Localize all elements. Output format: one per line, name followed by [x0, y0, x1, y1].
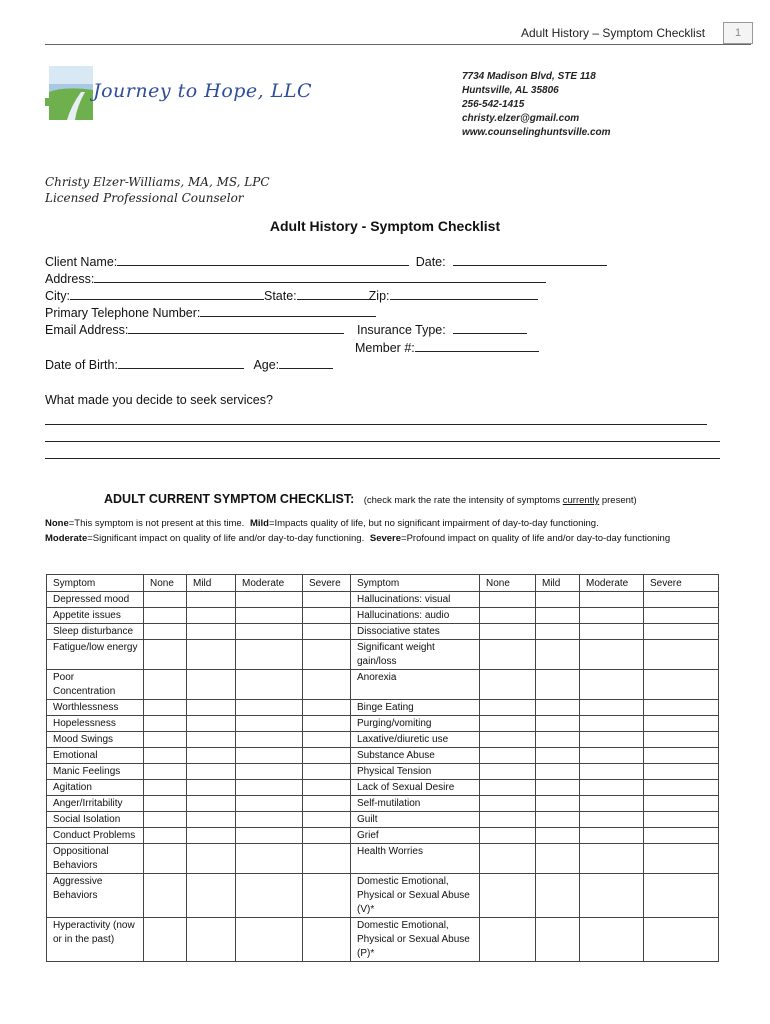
- road-logo-icon: [45, 62, 95, 122]
- table-row: [47, 592, 719, 608]
- rating-cell[interactable]: [144, 732, 187, 748]
- company-logo: [45, 62, 313, 124]
- rating-cell[interactable]: [480, 812, 536, 828]
- rating-cell[interactable]: [536, 812, 580, 828]
- symptom-name: Fatigue/low energy: [47, 640, 144, 670]
- rating-cell[interactable]: [644, 700, 719, 716]
- counselor-title: Licensed Professional Counselor: [45, 191, 244, 205]
- rating-cell[interactable]: [187, 670, 236, 700]
- form-title: Adult History - Symptom Checklist: [269, 218, 501, 234]
- client-name-row: [45, 253, 607, 269]
- rating-cell[interactable]: [187, 918, 236, 962]
- rating-cell[interactable]: [303, 732, 351, 748]
- rating-cell[interactable]: [536, 764, 580, 780]
- rating-cell[interactable]: [644, 780, 719, 796]
- symptom-name: Hallucinations: visual: [351, 592, 480, 608]
- symptom-name: Conduct Problems: [47, 828, 144, 844]
- symptom-name: Laxative/diuretic use: [351, 732, 480, 748]
- rating-cell[interactable]: [144, 796, 187, 812]
- rating-cell[interactable]: [580, 874, 644, 918]
- age-field[interactable]: [279, 356, 333, 369]
- rating-cell[interactable]: [236, 732, 303, 748]
- symptom-name: Aggressive Behaviors: [47, 874, 144, 918]
- rating-cell[interactable]: [480, 874, 536, 918]
- rating-cell[interactable]: [536, 796, 580, 812]
- symptom-name: Binge Eating: [351, 700, 480, 716]
- dob-field[interactable]: [118, 356, 244, 369]
- logo-text: Journey to Hope, LLC: [93, 80, 313, 102]
- rating-cell[interactable]: [144, 716, 187, 732]
- column-header: Mild: [187, 575, 236, 592]
- rating-cell[interactable]: [536, 732, 580, 748]
- phone-row: [45, 304, 376, 320]
- rating-cell[interactable]: [236, 608, 303, 624]
- address-email: christy.elzer@gmail.com: [462, 113, 580, 124]
- date-label: Date:: [415, 255, 446, 269]
- rating-cell[interactable]: [580, 700, 644, 716]
- rating-cell[interactable]: [644, 764, 719, 780]
- rating-cell[interactable]: [303, 716, 351, 732]
- symptom-name: Social Isolation: [47, 812, 144, 828]
- rating-cell[interactable]: [480, 764, 536, 780]
- rating-cell[interactable]: [187, 780, 236, 796]
- rating-cell[interactable]: [480, 670, 536, 700]
- city-row: [45, 287, 538, 303]
- state-label: State:: [264, 289, 297, 303]
- rating-cell[interactable]: [144, 844, 187, 874]
- zip-label: Zip:: [368, 289, 390, 303]
- address-street: 7734 Madison Blvd, STE 118: [462, 71, 596, 82]
- symptom-name: Poor Concentration: [47, 670, 144, 700]
- rating-cell[interactable]: [236, 716, 303, 732]
- table-row: [47, 700, 719, 716]
- rating-cell[interactable]: [144, 748, 187, 764]
- date-field[interactable]: [453, 253, 607, 266]
- symptom-name: Domestic Emotional, Physical or Sexual Abuse (P)*: [351, 918, 480, 962]
- checklist-heading: ADULT CURRENT SYMPTOM CHECKLIST:: [104, 492, 355, 506]
- rating-cell[interactable]: [236, 874, 303, 918]
- table-row: [47, 716, 719, 732]
- rating-cell[interactable]: [580, 918, 644, 962]
- symptom-name: Domestic Emotional, Physical or Sexual Abuse (V)*: [351, 874, 480, 918]
- rating-cell[interactable]: [187, 844, 236, 874]
- rating-cell[interactable]: [580, 624, 644, 640]
- symptom-name: Substance Abuse: [351, 748, 480, 764]
- rating-cell[interactable]: [480, 748, 536, 764]
- rating-cell[interactable]: [644, 874, 719, 918]
- phone-field[interactable]: [200, 304, 376, 317]
- rating-cell[interactable]: [303, 812, 351, 828]
- rating-cell[interactable]: [536, 700, 580, 716]
- city-label: City:: [45, 289, 70, 303]
- rating-cell[interactable]: [480, 624, 536, 640]
- rating-cell[interactable]: [644, 592, 719, 608]
- member-label: Member #:: [355, 341, 415, 355]
- client-name-label: Client Name:: [45, 255, 118, 269]
- symptom-name: Agitation: [47, 780, 144, 796]
- column-header: Symptom: [351, 575, 480, 592]
- rating-cell[interactable]: [236, 796, 303, 812]
- rating-cell[interactable]: [480, 592, 536, 608]
- rating-cell[interactable]: [303, 640, 351, 670]
- state-field[interactable]: [297, 287, 369, 300]
- symptom-name: Health Worries: [351, 844, 480, 874]
- rating-cell[interactable]: [480, 640, 536, 670]
- rating-cell[interactable]: [644, 812, 719, 828]
- seek-services-question: What made you decide to seek services?: [45, 393, 273, 407]
- symptom-name: Depressed mood: [47, 592, 144, 608]
- rating-cell[interactable]: [187, 592, 236, 608]
- rating-cell[interactable]: [580, 796, 644, 812]
- symptom-name: Self-mutilation: [351, 796, 480, 812]
- rating-cell[interactable]: [644, 732, 719, 748]
- member-row: [355, 339, 539, 355]
- severity-legend: None=This symptom is not present at this time. Mild=Impacts quality of life, but no significant impairment of day-to-day functioning. Moderate=Significant impact on quality of life and/or day-to-day functioning. Severe=Profound impact on quality of life and/or day-to-day functioning: [45, 518, 671, 544]
- zip-field[interactable]: [390, 287, 538, 300]
- symptom-name: Guilt: [351, 812, 480, 828]
- column-header: Severe: [644, 575, 719, 592]
- rating-cell[interactable]: [236, 670, 303, 700]
- rating-cell[interactable]: [536, 844, 580, 874]
- rating-cell[interactable]: [236, 764, 303, 780]
- table-row: [47, 670, 719, 700]
- answer-line-3[interactable]: [45, 458, 720, 459]
- rating-cell[interactable]: [144, 828, 187, 844]
- rating-cell[interactable]: [580, 608, 644, 624]
- address-phone: 256-542-1415: [462, 99, 525, 110]
- rating-cell[interactable]: [144, 608, 187, 624]
- address-website: www.counselinghuntsville.com: [462, 127, 611, 138]
- rating-cell[interactable]: [644, 844, 719, 874]
- answer-line-2[interactable]: [45, 441, 720, 442]
- rating-cell[interactable]: [187, 874, 236, 918]
- rating-cell[interactable]: [236, 624, 303, 640]
- dob-row: [45, 356, 333, 372]
- email-field[interactable]: [128, 321, 344, 334]
- rating-cell[interactable]: [480, 716, 536, 732]
- rating-cell[interactable]: [303, 780, 351, 796]
- rating-cell[interactable]: [644, 828, 719, 844]
- rating-cell[interactable]: [536, 918, 580, 962]
- rating-cell[interactable]: [303, 828, 351, 844]
- rating-cell[interactable]: [644, 608, 719, 624]
- rating-cell[interactable]: [580, 670, 644, 700]
- address-row: [45, 270, 546, 286]
- rating-cell[interactable]: [144, 624, 187, 640]
- rating-cell[interactable]: [303, 918, 351, 962]
- symptom-name: Anger/Irritability: [47, 796, 144, 812]
- symptom-name: Sleep disturbance: [47, 624, 144, 640]
- client-name-field[interactable]: [117, 253, 409, 266]
- column-header: None: [144, 575, 187, 592]
- symptom-name: Oppositional Behaviors: [47, 844, 144, 874]
- dob-label: Date of Birth:: [45, 358, 118, 372]
- rating-cell[interactable]: [580, 748, 644, 764]
- column-header: Mild: [536, 575, 580, 592]
- insurance-row: [357, 321, 527, 337]
- rating-cell[interactable]: [644, 640, 719, 670]
- column-header: Severe: [303, 575, 351, 592]
- symptom-name: Dissociative states: [351, 624, 480, 640]
- symptom-name: Purging/vomiting: [351, 716, 480, 732]
- rating-cell[interactable]: [580, 640, 644, 670]
- phone-label: Primary Telephone Number:: [45, 306, 201, 320]
- rating-cell[interactable]: [303, 624, 351, 640]
- checklist-title: [104, 492, 637, 506]
- rating-cell[interactable]: [580, 780, 644, 796]
- header-divider: [45, 44, 751, 45]
- rating-cell[interactable]: [187, 700, 236, 716]
- rating-cell[interactable]: [144, 592, 187, 608]
- table-row: [47, 624, 719, 640]
- column-header: Symptom: [47, 575, 144, 592]
- rating-cell[interactable]: [480, 844, 536, 874]
- column-header: Moderate: [236, 575, 303, 592]
- rating-cell[interactable]: [536, 608, 580, 624]
- rating-cell[interactable]: [580, 716, 644, 732]
- rating-cell[interactable]: [536, 828, 580, 844]
- member-field[interactable]: [415, 339, 539, 352]
- column-header: None: [480, 575, 536, 592]
- rating-cell[interactable]: [187, 716, 236, 732]
- page-number: 1: [723, 22, 753, 44]
- rating-cell[interactable]: [303, 844, 351, 874]
- table-row: [47, 918, 719, 962]
- rating-cell[interactable]: [144, 640, 187, 670]
- rating-cell[interactable]: [187, 812, 236, 828]
- rating-cell[interactable]: [580, 732, 644, 748]
- symptom-name: Manic Feelings: [47, 764, 144, 780]
- rating-cell[interactable]: [144, 780, 187, 796]
- table-row: [47, 796, 719, 812]
- city-field[interactable]: [70, 287, 264, 300]
- counselor-block: [45, 174, 270, 206]
- rating-cell[interactable]: [144, 874, 187, 918]
- email-label: Email Address:: [45, 323, 129, 337]
- address-city: Huntsville, AL 35806: [462, 85, 559, 96]
- table-row: [47, 874, 719, 918]
- rating-cell[interactable]: [536, 624, 580, 640]
- rating-cell[interactable]: [187, 764, 236, 780]
- rating-cell[interactable]: [580, 812, 644, 828]
- rating-cell[interactable]: [236, 828, 303, 844]
- counselor-name: Christy Elzer-Williams, MA, MS, LPC: [45, 175, 270, 189]
- rating-cell[interactable]: [144, 812, 187, 828]
- table-row: [47, 640, 719, 670]
- symptom-name: Emotional: [47, 748, 144, 764]
- rating-cell[interactable]: [480, 700, 536, 716]
- insurance-label: Insurance Type:: [357, 323, 446, 337]
- table-row: [47, 844, 719, 874]
- table-row: [47, 748, 719, 764]
- rating-cell[interactable]: [480, 918, 536, 962]
- rating-cell[interactable]: [236, 780, 303, 796]
- symptom-name: Grief: [351, 828, 480, 844]
- age-label: Age:: [253, 358, 280, 372]
- rating-cell[interactable]: [187, 608, 236, 624]
- rating-cell[interactable]: [236, 748, 303, 764]
- symptom-name: Anorexia: [351, 670, 480, 700]
- table-header-row: [47, 575, 719, 592]
- rating-cell[interactable]: [480, 828, 536, 844]
- rating-cell[interactable]: [644, 624, 719, 640]
- rating-cell[interactable]: [303, 608, 351, 624]
- rating-cell[interactable]: [536, 716, 580, 732]
- rating-cell[interactable]: [644, 748, 719, 764]
- rating-cell[interactable]: [644, 918, 719, 962]
- address-label: Address:: [45, 272, 95, 286]
- rating-cell[interactable]: [536, 874, 580, 918]
- rating-cell[interactable]: [187, 748, 236, 764]
- symptom-name: Hallucinations: audio: [351, 608, 480, 624]
- rating-cell[interactable]: [480, 780, 536, 796]
- rating-cell[interactable]: [536, 592, 580, 608]
- rating-cell[interactable]: [580, 828, 644, 844]
- address-field[interactable]: [94, 270, 546, 283]
- rating-cell[interactable]: [187, 624, 236, 640]
- rating-cell[interactable]: [144, 670, 187, 700]
- rating-cell[interactable]: [144, 700, 187, 716]
- rating-cell[interactable]: [536, 640, 580, 670]
- rating-cell[interactable]: [236, 640, 303, 670]
- rating-cell[interactable]: [187, 732, 236, 748]
- rating-cell[interactable]: [236, 592, 303, 608]
- rating-cell[interactable]: [187, 796, 236, 812]
- rating-cell[interactable]: [187, 640, 236, 670]
- insurance-field[interactable]: [453, 321, 527, 334]
- rating-cell[interactable]: [580, 844, 644, 874]
- column-header: Moderate: [580, 575, 644, 592]
- rating-cell[interactable]: [303, 670, 351, 700]
- rating-cell[interactable]: [236, 700, 303, 716]
- rating-cell[interactable]: [303, 592, 351, 608]
- table-row: [47, 828, 719, 844]
- rating-cell[interactable]: [644, 796, 719, 812]
- symptom-name: Physical Tension: [351, 764, 480, 780]
- rating-cell[interactable]: [303, 796, 351, 812]
- table-row: [47, 608, 719, 624]
- rating-cell[interactable]: [580, 764, 644, 780]
- symptom-name: Significant weight gain/loss: [351, 640, 480, 670]
- answer-line-1[interactable]: [45, 424, 707, 425]
- symptom-name: Appetite issues: [47, 608, 144, 624]
- rating-cell[interactable]: [536, 748, 580, 764]
- table-row: [47, 732, 719, 748]
- rating-cell[interactable]: [303, 874, 351, 918]
- rating-cell[interactable]: [144, 918, 187, 962]
- symptom-checklist-table: [46, 574, 719, 962]
- rating-cell[interactable]: [187, 828, 236, 844]
- table-row: [47, 764, 719, 780]
- rating-cell[interactable]: [480, 796, 536, 812]
- rating-cell[interactable]: [236, 918, 303, 962]
- rating-cell[interactable]: [144, 764, 187, 780]
- symptom-name: Mood Swings: [47, 732, 144, 748]
- symptom-name: Lack of Sexual Desire: [351, 780, 480, 796]
- rating-cell[interactable]: [644, 670, 719, 700]
- symptom-name: Hopelessness: [47, 716, 144, 732]
- rating-cell[interactable]: [580, 592, 644, 608]
- symptom-name: Worthlessness: [47, 700, 144, 716]
- table-row: [47, 780, 719, 796]
- rating-cell[interactable]: [480, 608, 536, 624]
- rating-cell[interactable]: [236, 812, 303, 828]
- rating-cell[interactable]: [236, 844, 303, 874]
- email-row: [45, 321, 344, 337]
- rating-cell[interactable]: [480, 732, 536, 748]
- rating-cell[interactable]: [303, 700, 351, 716]
- rating-cell[interactable]: [303, 764, 351, 780]
- symptom-name: Hyperactivity (now or in the past): [47, 918, 144, 962]
- rating-cell[interactable]: [644, 716, 719, 732]
- contact-address-block: [462, 70, 611, 140]
- checklist-instruction: (check mark the rate the intensity of symptoms currently present): [363, 495, 637, 506]
- rating-cell[interactable]: [536, 780, 580, 796]
- rating-cell[interactable]: [536, 670, 580, 700]
- table-row: [47, 812, 719, 828]
- document-header-title: Adult History – Symptom Checklist: [521, 26, 706, 40]
- rating-cell[interactable]: [303, 748, 351, 764]
